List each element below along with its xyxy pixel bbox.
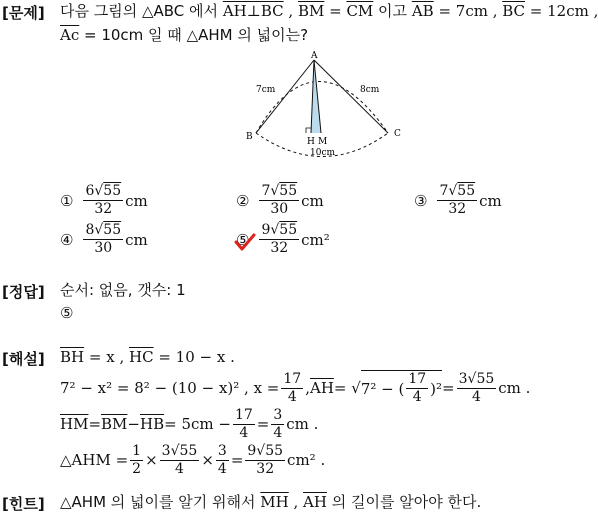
unit: cm bbox=[301, 191, 324, 210]
problem-text: = 12cm , bbox=[525, 2, 598, 20]
side-ab bbox=[256, 60, 314, 133]
sol-text: cm . bbox=[286, 415, 319, 433]
denominator: 32 bbox=[256, 460, 275, 477]
choice-fraction: $\frac{6√55}{32}$ bbox=[85, 183, 122, 217]
problem-text: 이고 bbox=[373, 2, 412, 20]
hint-label: [힌트] bbox=[2, 495, 45, 513]
label-ac-length: 8cm bbox=[360, 85, 380, 95]
sol-text: cm² . bbox=[287, 451, 326, 469]
radicand: 55 bbox=[279, 183, 298, 199]
sol-text: 7² − x² = 8² − (10 − x)² , x = bbox=[60, 379, 280, 397]
seg-ah: $\overline{AH}$ bbox=[309, 379, 334, 397]
solution-line-3 bbox=[60, 406, 318, 442]
seg-hb: $\overline{HB}$ bbox=[140, 415, 165, 433]
denominator: 4 bbox=[239, 424, 249, 441]
sol-text: × bbox=[201, 451, 214, 469]
sol-text: , bbox=[305, 379, 310, 397]
numerator: 17 bbox=[283, 370, 302, 387]
numerator: 17 bbox=[408, 371, 427, 387]
sol-text: = 5cm − bbox=[164, 415, 231, 433]
triangle-figure bbox=[238, 50, 418, 160]
choice-fraction: $\frac{7√55}{30}$ bbox=[261, 183, 298, 217]
radicand: 55 bbox=[103, 183, 122, 199]
coef: 6 bbox=[85, 183, 95, 199]
unit: cm bbox=[125, 230, 148, 249]
coef: 7 bbox=[439, 183, 449, 199]
fraction bbox=[160, 443, 200, 478]
sol-text: = 10 − x . bbox=[153, 348, 235, 366]
sol-text: △AHM = bbox=[60, 451, 129, 469]
fraction bbox=[130, 443, 143, 478]
denominator: 32 bbox=[94, 201, 113, 217]
denominator: 4 bbox=[471, 388, 481, 405]
numerator: 3√55 bbox=[161, 442, 198, 459]
hint-text: 의 길이를 알아야 한다. bbox=[326, 493, 482, 511]
answer-line-1: 순서: 없음, 갯수: 1 bbox=[60, 281, 186, 299]
numerator: 9√55 bbox=[247, 442, 284, 459]
choice-5[interactable] bbox=[236, 222, 330, 257]
choice-number: ② bbox=[236, 191, 250, 210]
choice-number: ① bbox=[60, 191, 74, 210]
sol-text: )² bbox=[430, 379, 443, 398]
label-bc-length: 10cm bbox=[310, 148, 336, 158]
seg-cm: $\overline{CM}$ bbox=[346, 2, 374, 20]
denominator: 4 bbox=[287, 388, 297, 405]
coef: 7 bbox=[261, 183, 271, 199]
radicand: 55 bbox=[457, 183, 476, 199]
coef: 9 bbox=[261, 222, 271, 238]
problem-text: = 10cm 일 때 △AHM 의 넓이는? bbox=[79, 26, 309, 44]
solution-line-1 bbox=[60, 348, 235, 366]
choice-3[interactable] bbox=[414, 183, 502, 218]
solution-line-4 bbox=[60, 442, 325, 478]
numerator: 3 bbox=[217, 442, 227, 459]
seg-hc: $\overline{HC}$ bbox=[128, 348, 154, 366]
denominator: 4 bbox=[217, 460, 227, 477]
numerator: 1 bbox=[132, 442, 142, 459]
label-a: A bbox=[311, 51, 318, 61]
fraction bbox=[245, 443, 285, 478]
choice-fraction: $\frac{7√55}{32}$ bbox=[439, 183, 476, 217]
denominator: 32 bbox=[448, 201, 467, 217]
seg-mh: $\overline{MH}$ bbox=[260, 493, 289, 511]
denominator: 4 bbox=[175, 460, 184, 477]
hint-line bbox=[60, 493, 481, 511]
sol-text: − bbox=[127, 415, 140, 433]
label-b: B bbox=[246, 132, 253, 142]
unit: cm² bbox=[301, 230, 330, 249]
sol-text: = bbox=[88, 415, 102, 433]
sol-text: = bbox=[256, 415, 270, 433]
seg-bm: $\overline{BM}$ bbox=[101, 415, 128, 433]
seg-hm: $\overline{HM}$ bbox=[60, 415, 89, 433]
solution-line-2 bbox=[60, 370, 530, 406]
radicand: 55 bbox=[103, 222, 122, 238]
problem-line-2 bbox=[60, 26, 308, 44]
fraction bbox=[233, 407, 255, 442]
side-ac bbox=[314, 60, 388, 133]
label-ab-length: 7cm bbox=[256, 85, 276, 95]
choice-number: ⑤ bbox=[236, 230, 250, 249]
fraction bbox=[457, 371, 497, 406]
problem-text: = 7cm , bbox=[433, 2, 503, 20]
checkmark-icon bbox=[234, 230, 256, 251]
answer-label: [정답] bbox=[2, 283, 45, 301]
label-m: M bbox=[318, 137, 328, 147]
choice-number: ③ bbox=[414, 191, 428, 210]
hint-text: △AHM 의 넓이를 알기 위해서 bbox=[60, 493, 261, 511]
seg-bh: $\overline{BH}$ bbox=[60, 348, 85, 366]
sol-text: = √ bbox=[333, 379, 361, 397]
unit: cm bbox=[479, 191, 502, 210]
numerator: 17 bbox=[234, 406, 253, 423]
sol-text: cm . bbox=[498, 379, 531, 397]
denominator: 4 bbox=[412, 389, 422, 405]
seg-bm: $\overline{BM}$ bbox=[297, 2, 325, 20]
right-angle-mark bbox=[306, 128, 311, 133]
choice-fraction: $\frac{8√55}{30}$ bbox=[85, 222, 122, 256]
denominator: 30 bbox=[94, 240, 113, 256]
seg-ab: $\overline{AB}$ bbox=[411, 2, 434, 20]
denominator: 30 bbox=[270, 201, 289, 217]
problem-text: 다음 그림의 △ABC 에서 bbox=[60, 2, 223, 20]
radicand: 55 bbox=[279, 222, 298, 238]
answer-line-2: ⑤ bbox=[60, 304, 74, 322]
coef: 8 bbox=[85, 222, 95, 238]
sol-text: = bbox=[230, 451, 244, 469]
sol-text: = x , bbox=[84, 348, 129, 366]
solution-label: [해설] bbox=[2, 350, 45, 368]
choice-1[interactable] bbox=[60, 183, 148, 218]
sol-text: 7² − ( bbox=[360, 379, 405, 398]
denominator: 4 bbox=[273, 424, 283, 441]
perp-expr: AH⊥BC bbox=[222, 2, 284, 20]
hint-text: , bbox=[288, 493, 304, 511]
label-h: H bbox=[307, 137, 315, 147]
seg-bc: $\overline{BC}$ bbox=[502, 2, 526, 20]
choice-number: ④ bbox=[60, 230, 74, 249]
radical-body bbox=[361, 370, 442, 406]
unit: cm bbox=[125, 191, 148, 210]
sol-text: = bbox=[442, 379, 455, 397]
choice-2[interactable] bbox=[236, 183, 324, 218]
denominator: 32 bbox=[270, 240, 289, 256]
sep: , bbox=[283, 2, 298, 20]
fraction bbox=[271, 407, 284, 442]
fraction bbox=[281, 371, 303, 406]
numerator: 3√55 bbox=[458, 370, 495, 387]
eq: = bbox=[324, 2, 347, 20]
fraction bbox=[406, 371, 428, 406]
problem-label: [문제] bbox=[2, 4, 45, 22]
seg-ah: $\overline{AH}$ bbox=[303, 493, 327, 511]
label-c: C bbox=[394, 129, 401, 139]
choice-4[interactable] bbox=[60, 222, 148, 257]
choice-number-wrap bbox=[236, 231, 249, 249]
sol-text: × bbox=[145, 451, 158, 469]
fraction bbox=[216, 443, 229, 478]
numerator: 3 bbox=[273, 406, 283, 423]
choice-fraction: $\frac{9√55}{32}$ bbox=[261, 222, 298, 256]
denominator: 2 bbox=[132, 460, 142, 477]
seg-ac: $\overline{Ac}$ bbox=[60, 26, 80, 44]
problem-line-1 bbox=[60, 2, 598, 20]
